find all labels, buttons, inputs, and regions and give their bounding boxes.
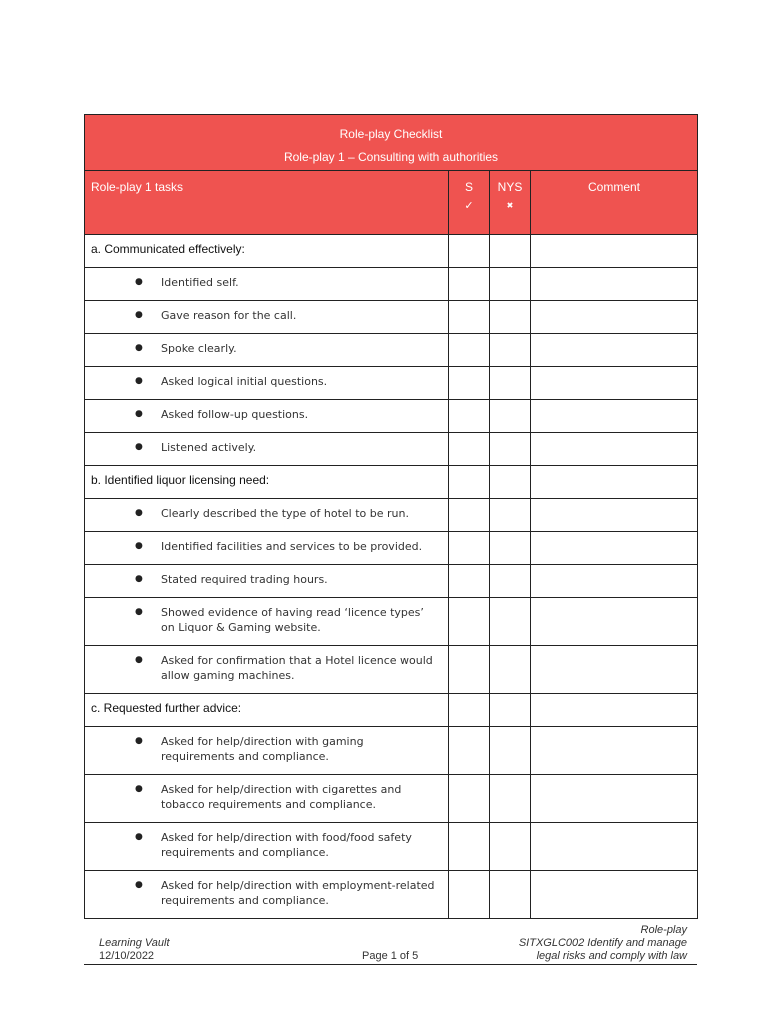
bullet-icon: ● — [135, 310, 143, 320]
nys-cell — [490, 694, 531, 727]
header-comment: Comment — [531, 171, 698, 235]
comment-cell[interactable] — [531, 400, 698, 433]
task-text: Clearly described the type of hotel to be run. — [161, 507, 409, 520]
task-text: Asked for help/direction with cigarettes and tobacco requirements and compliance. — [161, 783, 402, 811]
comment-cell — [531, 235, 698, 268]
s-cell — [449, 466, 490, 499]
task-cell — [85, 871, 449, 919]
nys-cell[interactable] — [490, 598, 531, 646]
comment-cell[interactable] — [531, 598, 698, 646]
s-cell[interactable] — [449, 301, 490, 334]
section-label: c. Requested further advice: — [85, 694, 449, 727]
task-cell — [85, 400, 449, 433]
nys-cell[interactable] — [490, 301, 531, 334]
table-row — [85, 334, 698, 367]
footer-right — [519, 924, 687, 963]
task-text: Asked for help/direction with gaming requirements and compliance. — [161, 735, 364, 763]
header-s — [449, 171, 490, 235]
task-text: Stated required trading hours. — [161, 573, 328, 586]
header-nys — [490, 171, 531, 235]
comment-cell[interactable] — [531, 646, 698, 694]
nys-cell[interactable] — [490, 532, 531, 565]
s-cell[interactable] — [449, 334, 490, 367]
nys-cell[interactable] — [490, 400, 531, 433]
nys-cell[interactable] — [490, 268, 531, 301]
task-cell — [85, 334, 449, 367]
table-row — [85, 775, 698, 823]
task-cell — [85, 775, 449, 823]
section-row — [85, 694, 698, 727]
table-row — [85, 433, 698, 466]
s-cell[interactable] — [449, 598, 490, 646]
comment-cell[interactable] — [531, 565, 698, 598]
bullet-icon: ● — [135, 655, 143, 665]
table-title-cell — [85, 115, 698, 171]
nys-cell — [490, 235, 531, 268]
table-row — [85, 301, 698, 334]
task-text: Gave reason for the call. — [161, 309, 297, 322]
s-cell[interactable] — [449, 727, 490, 775]
comment-cell[interactable] — [531, 871, 698, 919]
checkmark-icon: ✓ — [464, 200, 474, 212]
header-nys-label: NYS — [497, 180, 523, 194]
section-row — [85, 466, 698, 499]
footer-page-number: Page 1 of 5 — [362, 950, 419, 962]
nys-cell — [490, 466, 531, 499]
nys-cell[interactable] — [490, 871, 531, 919]
task-text: Identified facilities and services to be provided. — [161, 540, 423, 553]
table-row — [85, 646, 698, 694]
footer-doc-type: Role-play — [640, 924, 687, 936]
task-text: Asked for help/direction with employment-related requirements and compliance. — [161, 879, 435, 907]
table-row — [85, 499, 698, 532]
table-row — [85, 532, 698, 565]
s-cell[interactable] — [449, 499, 490, 532]
comment-cell[interactable] — [531, 775, 698, 823]
bullet-icon: ● — [135, 832, 143, 842]
task-cell — [85, 367, 449, 400]
checklist-subtitle: Role-play 1 – Consulting with authorities — [283, 150, 499, 164]
task-text: Asked logical initial questions. — [161, 375, 328, 388]
task-cell — [85, 727, 449, 775]
role-play-checklist-table — [84, 114, 698, 919]
task-text: Identified self. — [161, 276, 239, 289]
footer-left — [99, 937, 170, 963]
s-cell[interactable] — [449, 823, 490, 871]
checklist-title: Role-play Checklist — [339, 127, 443, 141]
nys-cell[interactable] — [490, 823, 531, 871]
comment-cell[interactable] — [531, 823, 698, 871]
section-label: a. Communicated effectively: — [85, 235, 449, 268]
bullet-icon: ● — [135, 508, 143, 518]
s-cell[interactable] — [449, 268, 490, 301]
bullet-icon: ● — [135, 343, 143, 353]
task-text: Asked follow-up questions. — [161, 408, 309, 421]
task-cell — [85, 598, 449, 646]
task-cell — [85, 268, 449, 301]
s-cell — [449, 235, 490, 268]
nys-cell[interactable] — [490, 727, 531, 775]
page-footer — [84, 922, 697, 965]
s-cell[interactable] — [449, 871, 490, 919]
section-label: b. Identified liquor licensing need: — [85, 466, 449, 499]
nys-cell[interactable] — [490, 499, 531, 532]
bullet-icon: ● — [135, 376, 143, 386]
task-cell — [85, 301, 449, 334]
task-text: Asked for help/direction with food/food safety requirements and compliance. — [161, 831, 412, 859]
task-text: Asked for confirmation that a Hotel licence would allow gaming machines. — [161, 654, 433, 682]
table-row — [85, 727, 698, 775]
comment-cell[interactable] — [531, 268, 698, 301]
s-cell — [449, 694, 490, 727]
task-text: Listened actively. — [161, 441, 257, 454]
bullet-icon: ● — [135, 736, 143, 746]
bullet-icon: ● — [135, 880, 143, 890]
comment-cell — [531, 466, 698, 499]
header-s-label: S — [464, 180, 473, 194]
bullet-icon: ● — [135, 409, 143, 419]
s-cell[interactable] — [449, 532, 490, 565]
comment-cell[interactable] — [531, 334, 698, 367]
comment-cell — [531, 694, 698, 727]
comment-cell[interactable] — [531, 532, 698, 565]
comment-cell[interactable] — [531, 499, 698, 532]
nys-cell[interactable] — [490, 565, 531, 598]
bullet-icon: ● — [135, 574, 143, 584]
bullet-icon: ● — [135, 541, 143, 551]
bullet-icon: ● — [135, 277, 143, 287]
footer-org: Learning Vault — [99, 937, 170, 949]
task-cell — [85, 565, 449, 598]
nys-cell[interactable] — [490, 646, 531, 694]
task-text: Spoke clearly. — [161, 342, 237, 355]
table-row — [85, 367, 698, 400]
s-cell[interactable] — [449, 565, 490, 598]
bullet-icon: ● — [135, 442, 143, 452]
footer-unit-line1: SITXGLC002 Identify and manage — [518, 937, 687, 949]
comment-cell[interactable] — [531, 301, 698, 334]
table-row — [85, 268, 698, 301]
s-cell[interactable] — [449, 400, 490, 433]
table-row — [85, 871, 698, 919]
nys-cell[interactable] — [490, 367, 531, 400]
section-row — [85, 235, 698, 268]
task-cell — [85, 433, 449, 466]
comment-cell[interactable] — [531, 433, 698, 466]
footer-unit-line2: legal risks and comply with law — [536, 950, 687, 962]
table-row — [85, 565, 698, 598]
task-cell — [85, 499, 449, 532]
task-text: Showed evidence of having read ‘licence types’ on Liquor & Gaming website. — [161, 606, 424, 634]
nys-cell[interactable] — [490, 433, 531, 466]
task-cell — [85, 823, 449, 871]
task-cell — [85, 532, 449, 565]
s-cell[interactable] — [449, 367, 490, 400]
nys-cell[interactable] — [490, 775, 531, 823]
bullet-icon: ● — [135, 607, 143, 617]
footer-date: 12/10/2022 — [99, 950, 155, 962]
task-cell — [85, 646, 449, 694]
comment-cell[interactable] — [531, 367, 698, 400]
s-cell[interactable] — [449, 775, 490, 823]
bullet-icon: ● — [135, 784, 143, 794]
s-cell[interactable] — [449, 433, 490, 466]
table-row — [85, 598, 698, 646]
header-task: Role-play 1 tasks — [85, 171, 449, 235]
table-row — [85, 400, 698, 433]
nys-cell[interactable] — [490, 334, 531, 367]
s-cell[interactable] — [449, 646, 490, 694]
cross-icon: ✖ — [506, 201, 514, 210]
table-row — [85, 823, 698, 871]
comment-cell[interactable] — [531, 727, 698, 775]
